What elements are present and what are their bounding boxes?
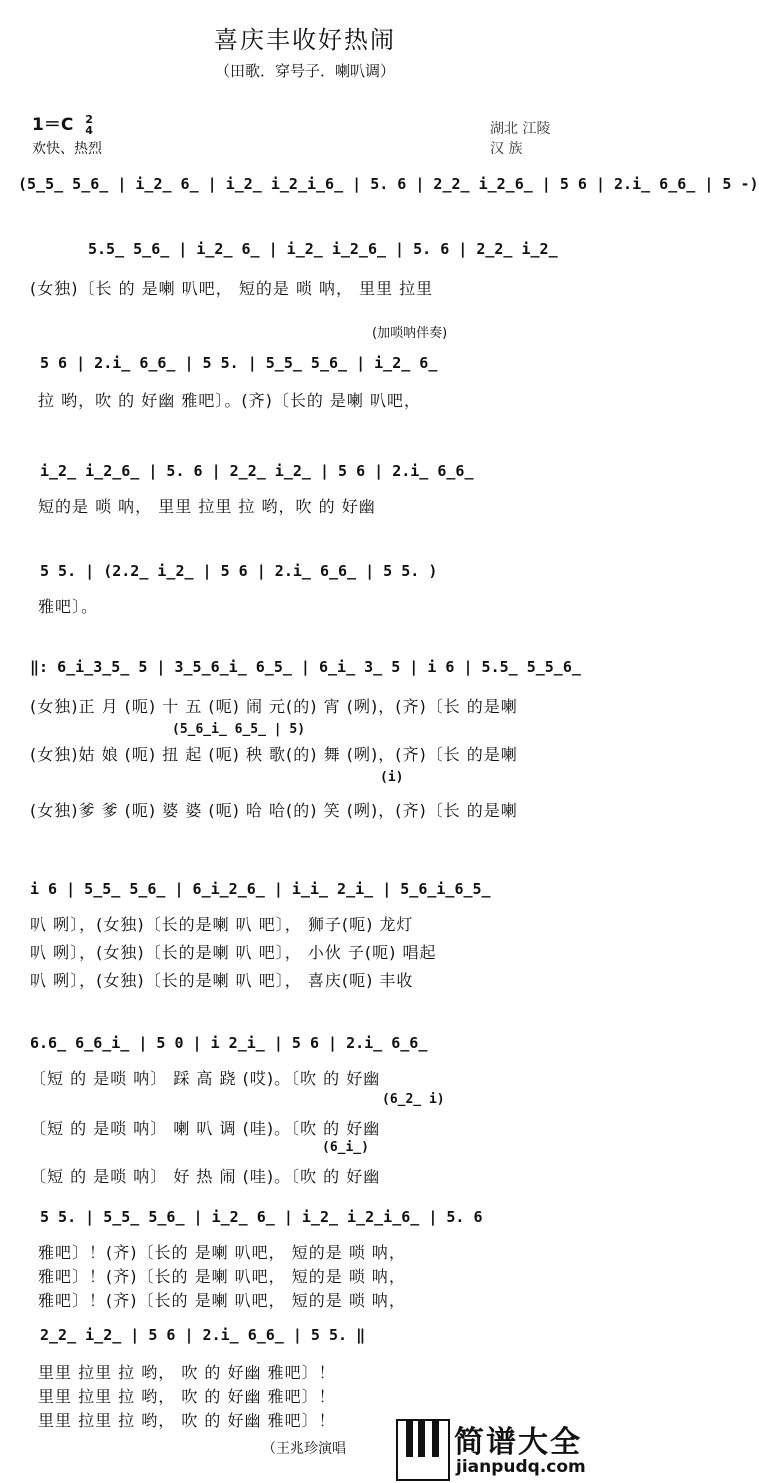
site-logo xyxy=(396,1415,610,1483)
lyric-line: 雅吧〕！(齐)〔长的 是喇 叭吧， 短的是 唢 呐， xyxy=(38,1267,406,1286)
lyric-line: 〔短 的 是唢 呐〕 喇 叭 调 (哇)。〔吹 的 好幽 xyxy=(30,1119,381,1138)
tempo-marking: 欢快、热烈 xyxy=(32,141,102,157)
piano-keys-icon xyxy=(396,1419,450,1481)
lyric-line: 雅吧〕！(齐)〔长的 是喇 叭吧， 短的是 唢 呐， xyxy=(38,1291,406,1310)
time-top: 2 xyxy=(85,113,93,126)
origin-region: 湖北 江陵 xyxy=(490,121,551,137)
notation-line: 2̲2̲ i̲2̲ | 5 6 | 2.i̲ 6̲6̲ | 5 5. ‖ xyxy=(40,1326,366,1344)
lyric-line: 里里 拉里 拉 哟， 吹 的 好幽 雅吧〕！ xyxy=(38,1387,336,1406)
lyric-line: 叭 咧〕，(女独)〔长的是喇 叭 吧〕， 小伙 子(呃) 唱起 xyxy=(30,943,437,962)
time-bottom: 4 xyxy=(85,124,93,137)
lyric-line: (女独)姑 娘 (呃) 扭 起 (呃) 秧 歌(的) 舞 (咧)，(齐)〔长 的是喇 xyxy=(30,745,518,764)
song-subtitle: （田歌．穿号子．喇叭调） xyxy=(214,62,395,80)
notation-line: 5 6 | 2.i̲ 6̲6̲ | 5 5. | 5̲5̲ 5̲6̲ | i̲2̲ 6̲ xyxy=(40,354,438,372)
lyric-line: 叭 咧〕，(女独)〔长的是喇 叭 吧〕， 喜庆(呃) 丰收 xyxy=(30,971,414,990)
notation-line: 5.5̲ 5̲6̲ | i̲2̲ 6̲ | i̲2̲ i̲2̲6̲ | 5. 6 | 2̲2̲ i̲2̲ xyxy=(88,240,558,258)
lyric-line: (女独)爹 爹 (呃) 婆 婆 (呃) 哈 哈(的) 笑 (咧)，(齐)〔长 的是喇 xyxy=(30,801,518,820)
lyric-line: 雅吧〕！(齐)〔长的 是喇 叭吧， 短的是 唢 呐， xyxy=(38,1243,406,1262)
notation-line: (5̲5̲ 5̲6̲ | i̲2̲ 6̲ | i̲2̲ i̲2̲i̲6̲ | 5. 6 | 2̲2̲ i̲2̲6̲ | 5 6 | 2.i̲ 6̲6̲ | 5 -) xyxy=(18,175,759,193)
lyric-line: 短的是 唢 呐， 里里 拉里 拉 哟，吹 的 好幽 xyxy=(38,497,376,516)
lyric-line: 叭 咧〕，(女独)〔长的是喇 叭 吧〕， 狮子(呃) 龙灯 xyxy=(30,915,414,934)
logo-text: 简谱大全 xyxy=(454,1425,582,1460)
lyric-line: 〔短 的 是唢 呐〕 好 热 闹 (哇)。〔吹 的 好幽 xyxy=(30,1167,381,1186)
performer-credit: （王兆珍演唱 xyxy=(262,1441,346,1457)
variant-notes: (6̲2̲ i) xyxy=(382,1092,445,1107)
lyric-line: 里里 拉里 拉 哟， 吹 的 好幽 雅吧〕！ xyxy=(38,1363,336,1382)
lyric-line: 拉 哟，吹 的 好幽 雅吧〕。(齐)〔长的 是喇 叭吧， xyxy=(38,391,422,410)
variant-notes: (i) xyxy=(380,770,404,785)
notation-line: 6.6̲ 6̲6̲i̲ | 5 0 | i 2̲i̲ | 5 6 | 2.i̲ 6̲6̲ xyxy=(30,1034,428,1052)
origin-ethnic: 汉 族 xyxy=(490,141,523,157)
lyric-line: 雅吧〕。 xyxy=(38,597,99,616)
accompaniment-note: (加唢呐伴奏) xyxy=(372,326,448,341)
lyric-line: (女独)〔长 的 是喇 叭吧， 短的是 唢 呐， 里里 拉里 xyxy=(30,279,434,298)
notation-line: i̲2̲ i̲2̲6̲ | 5. 6 | 2̲2̲ i̲2̲ | 5 6 | 2.i̲ 6̲6̲ xyxy=(40,462,474,480)
notation-line: ‖: 6̲i̲3̲5̲ 5 | 3̲5̲6̲i̲ 6̲5̲ | 6̲i̲ 3̲ 5 | i 6 | 5.5̲ 5̲5̲6̲ xyxy=(30,658,581,676)
notation-line: 5 5. | (2.2̲ i̲2̲ | 5 6 | 2.i̲ 6̲6̲ | 5 5. ) xyxy=(40,562,438,580)
time-signature xyxy=(85,114,93,136)
lyric-line: 〔短 的 是唢 呐〕 踩 高 跷 (哎)。〔吹 的 好幽 xyxy=(30,1069,381,1088)
key-label: 1＝C xyxy=(32,115,74,135)
song-title: 喜庆丰收好热闹 xyxy=(214,26,396,54)
key-signature xyxy=(32,110,93,136)
variant-notes: (5̲6̲i̲ 6̲5̲ | 5) xyxy=(172,722,306,737)
lyric-line: 里里 拉里 拉 哟， 吹 的 好幽 雅吧〕！ xyxy=(38,1411,336,1430)
notation-line: 5 5. | 5̲5̲ 5̲6̲ | i̲2̲ 6̲ | i̲2̲ i̲2̲i̲6̲ | 5. 6 xyxy=(40,1208,483,1226)
notation-line: i 6 | 5̲5̲ 5̲6̲ | 6̲i̲2̲6̲ | i̲i̲ 2̲i̲ | 5̲6̲i̲6̲5̲ xyxy=(30,880,491,898)
lyric-line: (女独)正 月 (呃) 十 五 (呃) 闹 元(的) 宵 (咧)，(齐)〔长 的是喇 xyxy=(30,697,518,716)
variant-notes: (6̲i̲) xyxy=(322,1140,369,1155)
logo-url: jianpudq.com xyxy=(456,1457,586,1477)
